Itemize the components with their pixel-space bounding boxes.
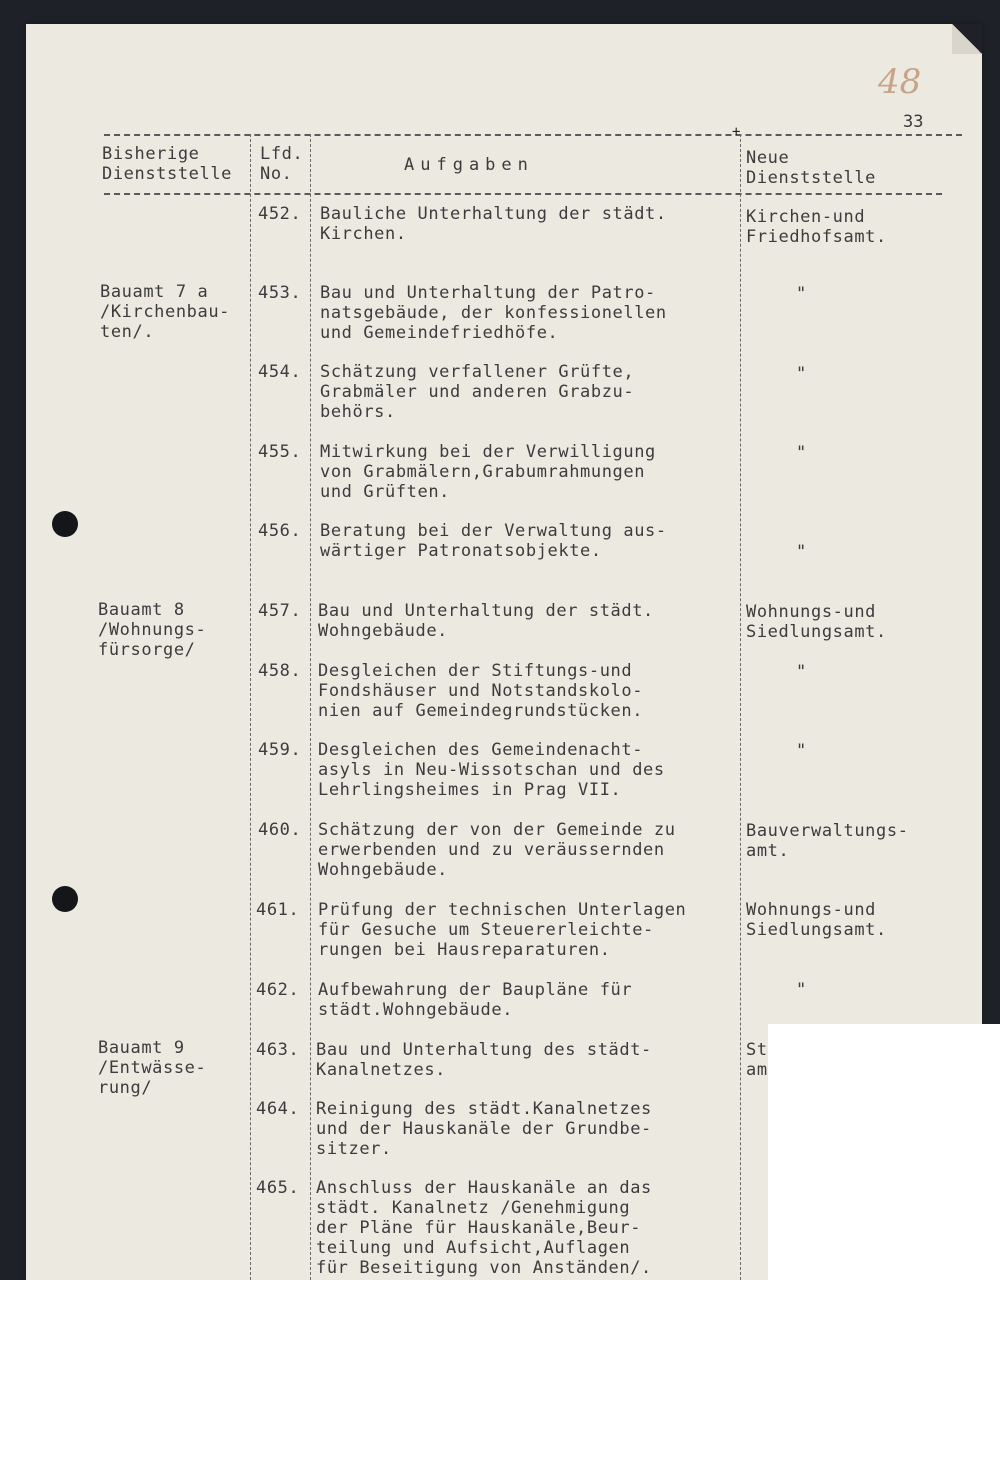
row-task: Prüfung der technischen Unterlagen für Gesuche um Steuererleichte- rungen bei Hausreparaturen. [318, 900, 687, 960]
row-number: 465. [256, 1178, 300, 1198]
row-task: Bau und Unterhaltung der städt. Wohngebäude. [318, 601, 654, 641]
row-new-office-ditto: " [796, 542, 807, 562]
row-number: 454. [258, 362, 302, 382]
punch-hole-bottom [52, 886, 78, 912]
row-number: 464. [256, 1099, 300, 1119]
row-task: Desgleichen des Gemeindenacht- asyls in Neu-Wissotschan und des Lehrlingsheimes in Prag VII. [318, 740, 665, 800]
handwritten-page-number: 48 [878, 62, 922, 102]
row-task: Reinigung des städt.Kanalnetzes und der Hauskanäle der Grundbe- sitzer. [316, 1099, 652, 1159]
row-task: Mitwirkung bei der Verwilligung von Grabmälern,Grabumrahmungen und Grüften. [320, 442, 656, 502]
row-task: Anschluss der Hauskanäle an das städt. Kanalnetz /Genehmigung der Pläne für Hauskanäle,Beur- teilung und Aufsicht,Auflagen für Beseitigung von Anständen/. [316, 1178, 652, 1278]
row-new-office-ditto: " [796, 284, 807, 304]
row-task: Bau und Unterhaltung des städt- Kanalnetzes. [316, 1040, 652, 1080]
column-line-3 [740, 134, 741, 1280]
row-new-office: Wohnungs-und Siedlungsamt. [746, 900, 887, 940]
row-new-office-ditto: " [796, 741, 807, 761]
row-new-office-ditto: " [796, 443, 807, 463]
row-number: 459. [258, 740, 302, 760]
row-number: 453. [258, 283, 302, 303]
row-task: Desgleichen der Stiftungs-und Fondshäuser und Notstandskolo- nien auf Gemeindegrundstücken. [318, 661, 644, 721]
row-new-office-ditto: " [796, 662, 807, 682]
group-label-bauamt-8: Bauamt 8 /Wohnungs- fürsorge/ [98, 600, 207, 660]
row-task: Schätzung der von der Gemeinde zu erwerbenden und zu veräussernden Wohngebäude. [318, 820, 676, 880]
row-number: 455. [258, 442, 302, 462]
group-label-bauamt-7a: Bauamt 7 a /Kirchenbau- ten/. [100, 282, 231, 342]
row-number: 456. [258, 521, 302, 541]
column-line-1 [250, 134, 251, 1280]
header-tasks: Aufgaben [404, 155, 534, 175]
row-new-office-ditto: " [796, 364, 807, 384]
punch-hole-top [52, 511, 78, 537]
row-number: 452. [258, 204, 302, 224]
header-previous-office: Bisherige Dienststelle [102, 144, 233, 184]
row-task: Aufbewahrung der Baupläne für städt.Wohngebäude. [318, 980, 633, 1020]
blank-area [768, 1024, 1000, 1280]
row-number: 463. [256, 1040, 300, 1060]
page-number: 33 [903, 112, 924, 132]
row-number: 458. [258, 661, 302, 681]
row-number: 462. [256, 980, 300, 1000]
row-new-office: Wohnungs-und Siedlungsamt. [746, 602, 887, 642]
header-serial-number: Lfd. No. [260, 144, 304, 184]
corner-fold [952, 24, 982, 54]
header-new-office: Neue Dienststelle [746, 148, 877, 188]
group-label-bauamt-9: Bauamt 9 /Entwässe- rung/ [98, 1038, 207, 1098]
row-new-office: Bauverwaltungs- amt. [746, 821, 909, 861]
column-line-2 [310, 134, 311, 1280]
row-task: Beratung bei der Verwaltung aus- wärtiger Patronatsobjekte. [320, 521, 667, 561]
header-rule-bottom [104, 193, 942, 195]
row-number: 461. [256, 900, 300, 920]
row-task: Bau und Unterhaltung der Patro- natsgebäude, der konfessionellen und Gemeindefriedhöfe. [320, 283, 667, 343]
row-number: 457. [258, 601, 302, 621]
row-new-office-ditto: " [796, 980, 807, 1000]
row-new-office: St am [746, 1040, 768, 1080]
row-number: 460. [258, 820, 302, 840]
header-cross-mark: + [732, 124, 741, 140]
row-new-office: Kirchen-und Friedhofsamt. [746, 207, 887, 247]
row-task: Bauliche Unterhaltung der städt. Kirchen. [320, 204, 667, 244]
row-task: Schätzung verfallener Grüfte, Grabmäler und anderen Grabzu- behörs. [320, 362, 635, 422]
header-rule-top [104, 134, 962, 136]
